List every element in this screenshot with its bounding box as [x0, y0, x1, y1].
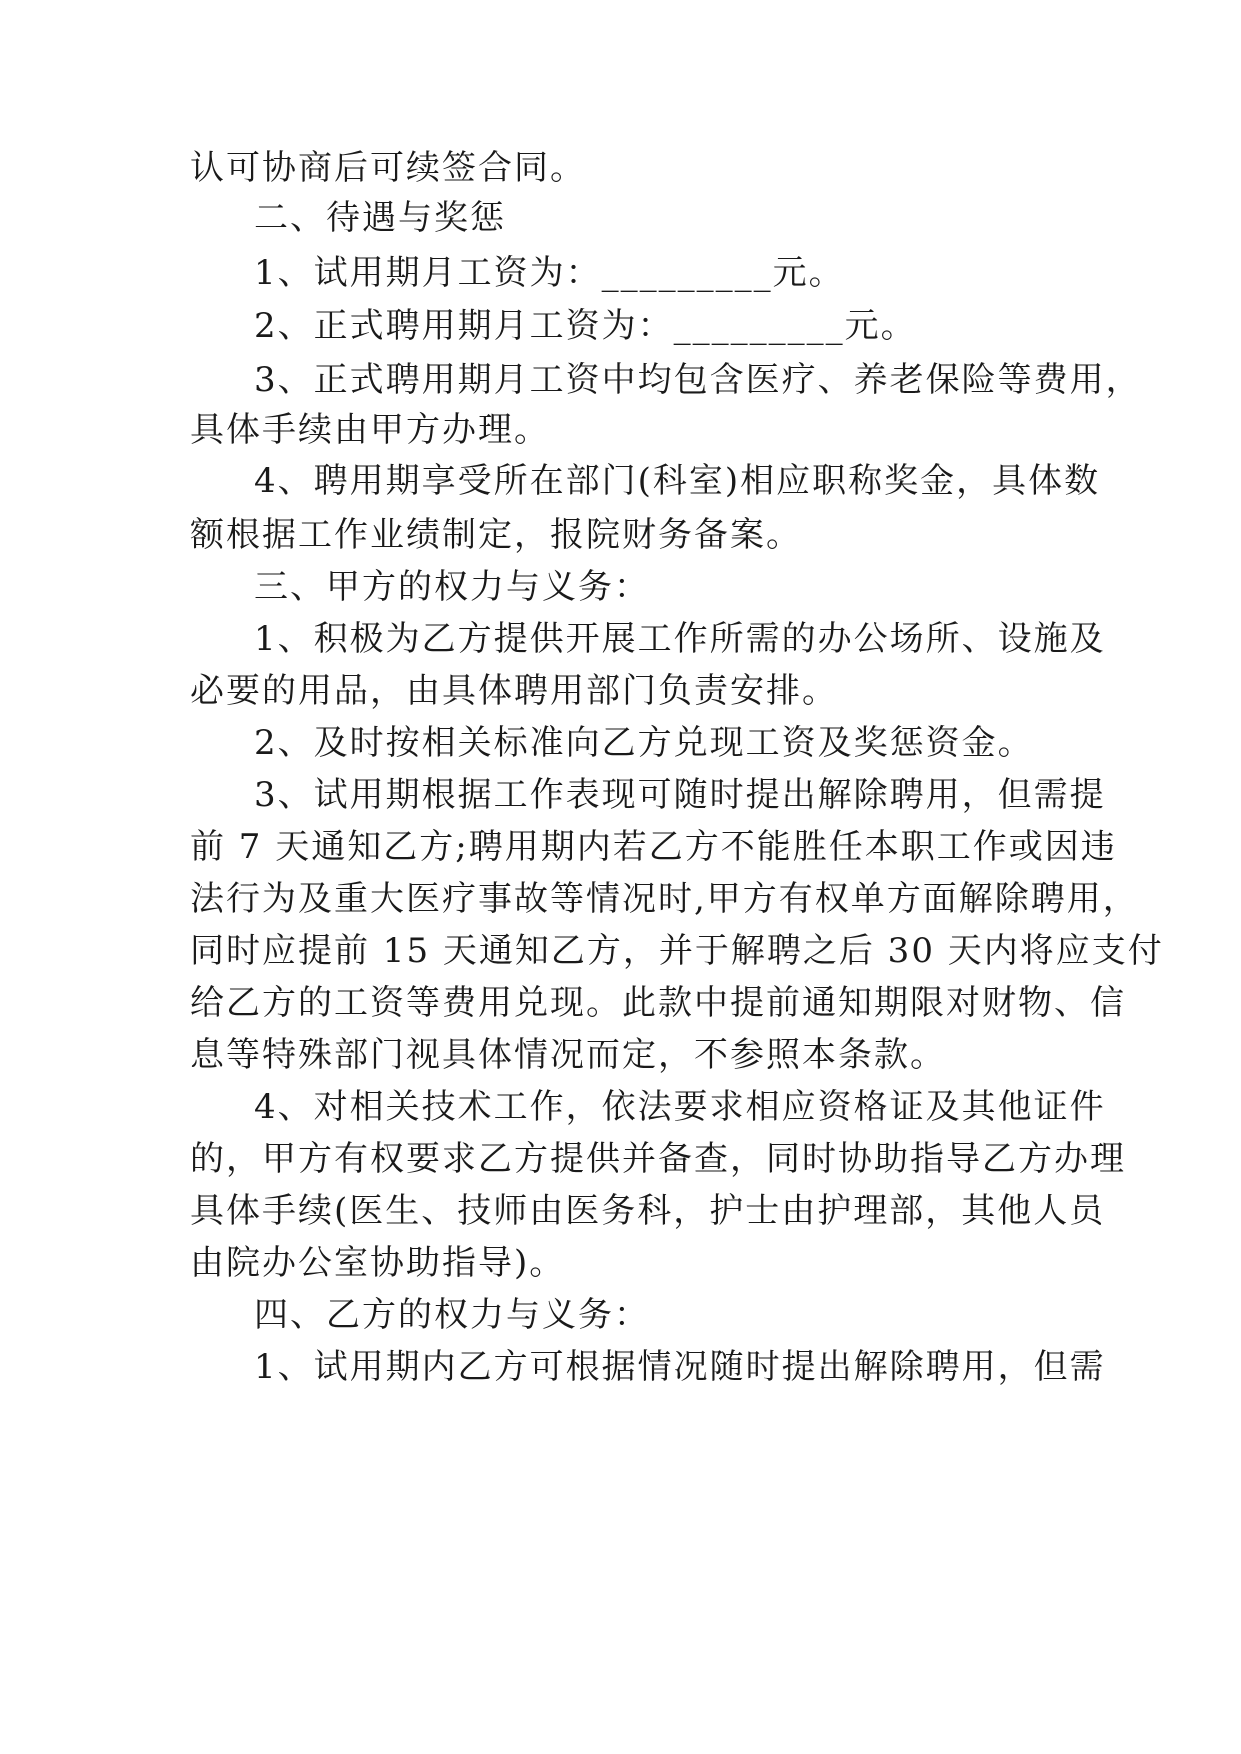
text-line: 2、及时按相关标准向乙方兑现工资及奖惩资金。: [254, 723, 1034, 763]
text-line: 前 7 天通知乙方;聘用期内若乙方不能胜任本职工作或因违: [190, 827, 1117, 867]
text-line: 息等特殊部门视具体情况而定，不参照本条款。: [190, 1035, 946, 1075]
text-line: 同时应提前 15 天通知乙方，并于解聘之后 30 天内将应支付: [190, 931, 1164, 971]
text-line: 必要的用品，由具体聘用部门负责安排。: [190, 671, 838, 711]
text-line: 法行为及重大医疗事故等情况时,甲方有权单方面解除聘用，: [190, 879, 1139, 919]
section-heading: 四、乙方的权力与义务：: [254, 1295, 650, 1335]
section-heading: 二、待遇与奖惩: [254, 198, 506, 238]
text-line: 3、试用期根据工作表现可随时提出解除聘用，但需提: [254, 775, 1106, 815]
text-line: 由院办公室协助指导)。: [190, 1243, 566, 1283]
text-line: 具体手续(医生、技师由医务科，护士由护理部，其他人员: [190, 1191, 1106, 1231]
text-line: 的，甲方有权要求乙方提供并备查，同时协助指导乙方办理: [190, 1139, 1126, 1179]
text-line: 3、正式聘用期月工资中均包含医疗、养老保险等费用，: [254, 360, 1142, 400]
text-line: 具体手续由甲方办理。: [190, 410, 550, 450]
text-line: 4、聘用期享受所在部门(科室)相应职称奖金，具体数: [254, 461, 1101, 501]
text-line: 认可协商后可续签合同。: [190, 148, 586, 188]
text-line: 额根据工作业绩制定，报院财务备案。: [190, 515, 802, 555]
text-line: 1、积极为乙方提供开展工作所需的办公场所、设施及: [254, 619, 1106, 659]
text-line: 2、正式聘用期月工资为：_________元。: [254, 306, 917, 346]
text-line: 4、对相关技术工作，依法要求相应资格证及其他证件: [254, 1087, 1106, 1127]
text-line: 1、试用期月工资为：_________元。: [254, 253, 845, 293]
text-line: 1、试用期内乙方可根据情况随时提出解除聘用，但需: [254, 1347, 1106, 1387]
section-heading: 三、甲方的权力与义务：: [254, 567, 650, 607]
text-line: 给乙方的工资等费用兑现。此款中提前通知期限对财物、信: [190, 983, 1126, 1023]
